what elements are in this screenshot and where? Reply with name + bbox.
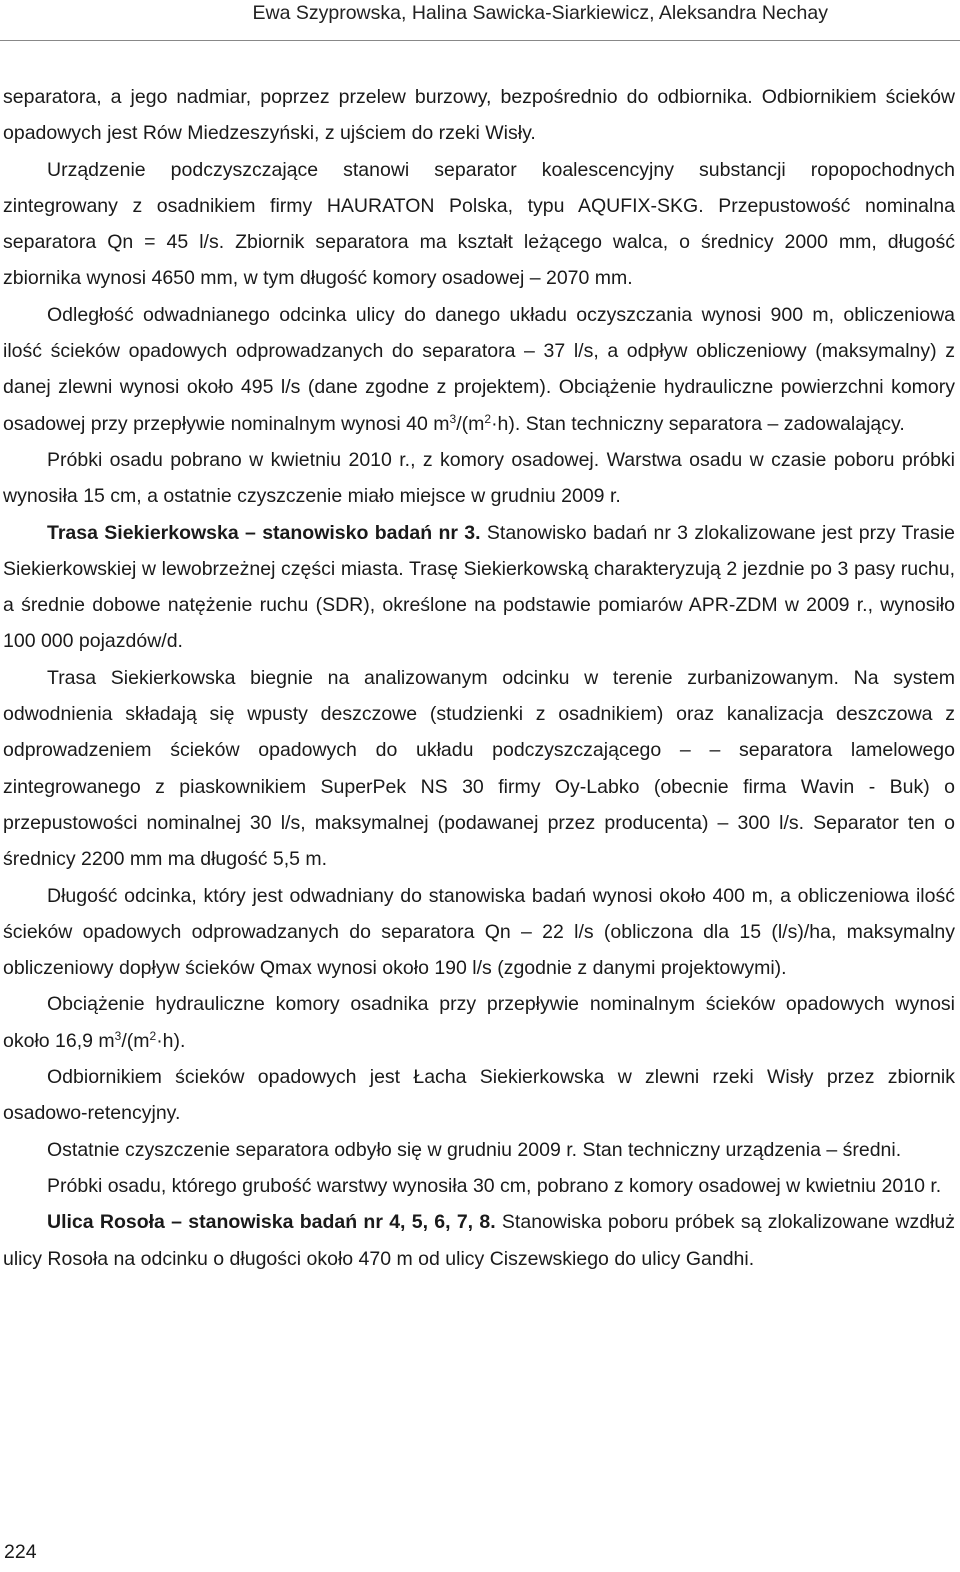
superscript: 3 [449, 411, 457, 426]
paragraph [3, 1059, 955, 1132]
paragraph-text: /(m [121, 1029, 150, 1052]
superscript: 2 [149, 1028, 157, 1043]
paragraph-text: Obciążenie hydrauliczne komory osadnika przy przepływie nominalnym ścieków opadowych wynosi około 16,9 m [3, 993, 955, 1052]
paragraph-text: /(m [456, 412, 485, 435]
paragraph [3, 660, 955, 878]
paragraph [3, 1204, 955, 1277]
section-heading: Ulica Rosoła – stanowiska badań nr 4, 5, 6, 7, 8. [47, 1211, 496, 1234]
paragraph-text: separatora, a jego nadmiar, poprzez przelew burzowy, bezpośrednio do odbiornika. Odbiornikiem ścieków opadowych jest Rów Miedzeszyński, z ujściem do rzeki Wisły. [3, 86, 955, 145]
running-header [0, 0, 960, 44]
superscript: 3 [114, 1028, 122, 1043]
paragraph [3, 878, 955, 987]
paragraph [3, 986, 955, 1059]
paragraph-text: ·h). Stan techniczny separatora – zadowalający. [491, 412, 905, 435]
paragraph [3, 442, 955, 515]
paragraph-text: Długość odcinka, który jest odwadniany do stanowiska badań wynosi około 400 m, a obliczeniowa ilość ścieków opadowych odprowadzanych do separatora Qn – 22 l/s (obliczona dla 15 (l/s)/ha, maksymalny obliczeniowy dopływ ścieków Qmax wynosi około 190 l/s (zgodnie z danymi projektowymi). [3, 884, 955, 980]
paragraph [3, 152, 955, 297]
paragraph-text: ·h). [156, 1029, 186, 1052]
paragraph [3, 79, 955, 152]
header-authors: Ewa Szyprowska, Halina Sawicka-Siarkiewicz, Aleksandra Nechay [252, 2, 828, 24]
paragraph-text: Próbki osadu, którego grubość warstwy wynosiła 30 cm, pobrano z komory osadowej w kwietniu 2010 r. [47, 1174, 942, 1197]
article-body [3, 79, 955, 1277]
paragraph-text: Stanowiska poboru próbek są zlokalizowane wzdłuż ulicy Rosoła na odcinku o długości około 470 m od ulicy Ciszewskiego do ulicy Gandhi. [3, 1211, 955, 1270]
paragraph [3, 515, 955, 660]
section-heading: Trasa Siekierkowska – stanowisko badań nr 3. [47, 521, 481, 544]
paragraph [3, 1168, 955, 1204]
header-divider [0, 40, 960, 41]
paragraph-text: Próbki osadu pobrano w kwietniu 2010 r., z komory osadowej. Warstwa osadu w czasie poboru próbki wynosiła 15 cm, a ostatnie czyszczenie miało miejsce w grudniu 2009 r. [3, 448, 955, 508]
paragraph-text: Odległość odwadnianego odcinka ulicy do danego układu oczyszczania wynosi 900 m, obliczeniowa ilość ścieków opadowych odprowadzanych do separatora – 37 l/s, a odpływ obliczeniowy (maksymalny) z danej zlewni wynosi około 495 l/s (dane zgodne z projektem). Obciążenie hydrauliczne powierzchni komory osadowej przy przepływie nominalnym wynosi 40 m [3, 303, 955, 435]
paragraph [3, 1132, 955, 1168]
superscript: 2 [484, 411, 492, 426]
paragraph [3, 297, 955, 442]
paragraph-text: Trasa Siekierkowska biegnie na analizowanym odcinku w terenie zurbanizowanym. Na system odwodnienia składają się wpusty deszczowe (studzienki z osadnikiem) oraz kanalizacja deszczowa z odprowadzeniem ścieków opadowych do układu podczyszczającego – – separatora lamelowego zintegrowanego z piaskownikiem SuperPek NS 30 firmy Oy-Labko (obecnie firma Wavin - Buk) o przepustowości nominalnej 30 l/s, maksymalnej (podawanej przez producenta) – 300 l/s. Separator ten o średnicy 2200 mm ma długość 5,5 m. [3, 666, 955, 871]
page-number: 224 [4, 1541, 37, 1563]
paragraph-text: Ostatnie czyszczenie separatora odbyło się w grudniu 2009 r. Stan techniczny urządzenia – średni. [47, 1138, 902, 1161]
paragraph-text: Urządzenie podczyszczające stanowi separator koalescencyjny substancji ropopochodnych zintegrowany z osadnikiem firmy HAURATON Polska, typu AQUFIX-SKG. Przepustowość nominalna separatora Qn = 45 l/s. Zbiornik separatora ma kształt leżącego walca, o średnicy 2000 mm, długość zbiornika wynosi 4650 mm, w tym długość komory osadowej – 2070 mm. [3, 158, 955, 290]
paragraph-text: Odbiornikiem ścieków opadowych jest Łacha Siekierkowska w zlewni rzeki Wisły przez zbiornik osadowo-retencyjny. [3, 1066, 955, 1125]
paragraph-text: Stanowisko badań nr 3 zlokalizowane jest przy Trasie Siekierkowskiej w lewobrzeżnej części miasta. Trasę Siekierkowską charakteryzują 2 jezdnie po 3 pasy ruchu, a średnie dobowe natężenie ruchu (SDR), określone na podstawie pomiarów APR-ZDM w 2009 r., wynosiło 100 000 pojazdów/d. [3, 521, 955, 653]
